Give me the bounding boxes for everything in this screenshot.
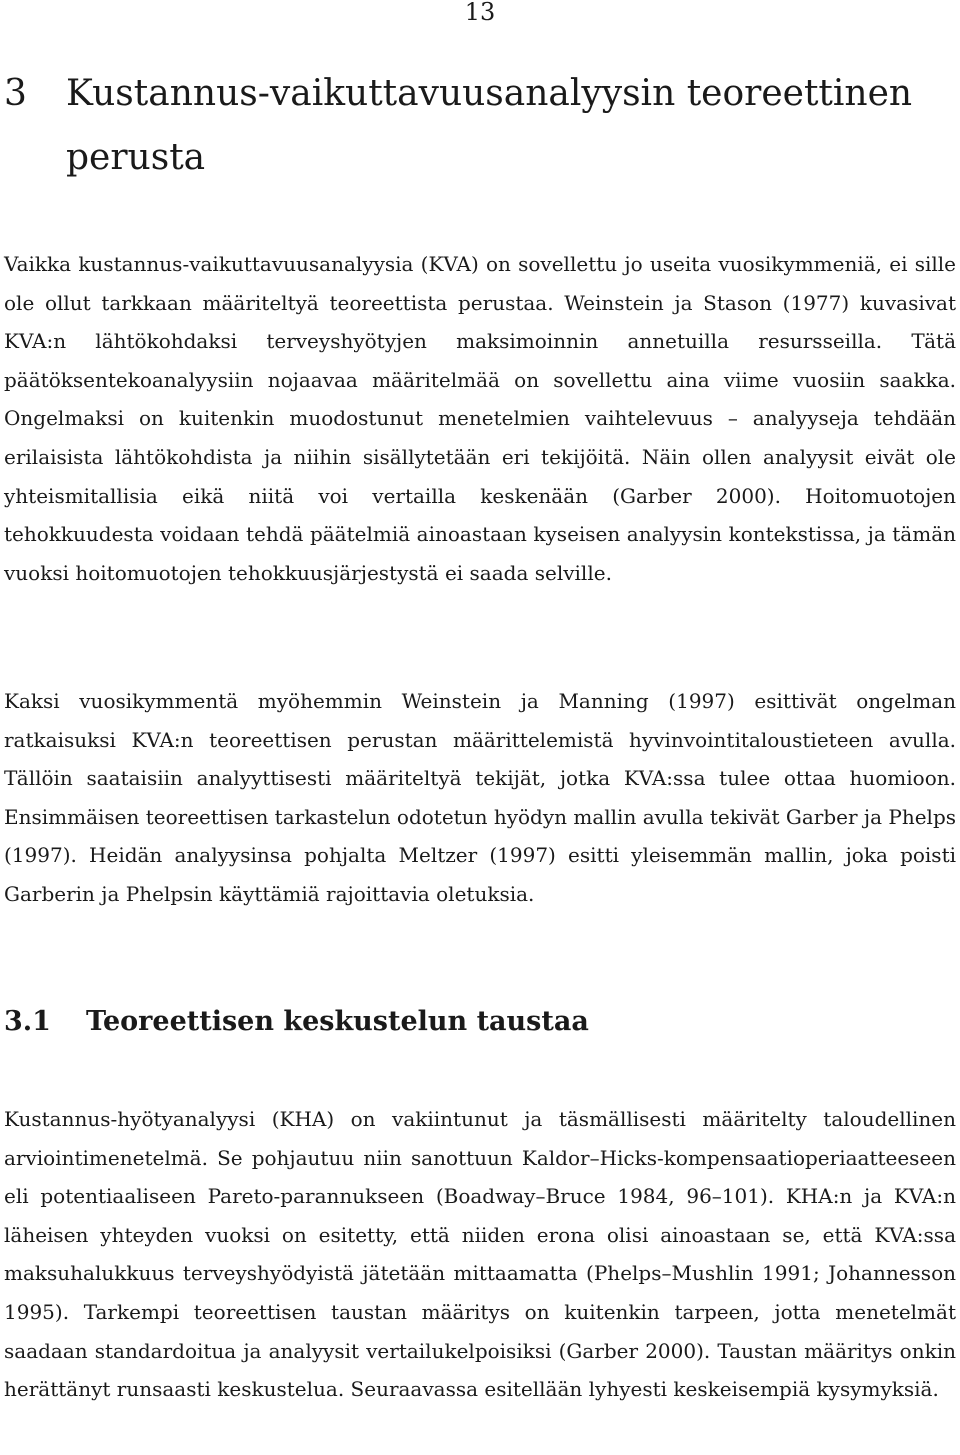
section-heading — [4, 1000, 954, 1044]
section-title: Teoreettisen keskustelun taustaa — [86, 1006, 589, 1037]
chapter-title: Kustannus-vaikuttavuusanalyysin teoreettinen perusta — [66, 73, 913, 178]
body-paragraph-2: Kaksi vuosikymmentä myöhemmin Weinstein ja Manning (1997) esittivät ongelman ratkaisuksi KVA:n teoreettisen perustan määrittelemistä hyvinvointitaloustieteen avulla. Tällöin saataisiin analyyttisesti määriteltyä tekijät, jotka KVA:ssa tulee ottaa huomioon. Ensimmäisen teoreettisen tarkastelun odotetun hyödyn mallin avulla tekivät Garber ja Phelps (1997). Heidän analyysinsa pohjalta Meltzer (1997) esitti yleisemmän mallin, joka poisti Garberin ja Phelpsin käyttämiä rajoittavia oletuksia. — [4, 689, 957, 906]
page-number: 13 — [464, 0, 496, 26]
section-paragraph-1: Kustannus-hyötyanalyysi (KHA) on vakiintunut ja täsmällisesti määritelty taloudellinen arviointimenetelmä. Se pohjautuu niin sanottuun Kaldor–Hicks-kompensaatioperiaatteeseen eli potentiaaliseen Pareto-parannukseen (Boadway–Bruce 1984, 96–101). KHA:n ja KVA:n läheisen yhteyden vuoksi on esitetty, että niiden erona olisi ainoastaan se, että KVA:ssa maksuhalukkuus terveyshyödyistä jätetään mittaamatta (Phelps–Mushlin 1991; Johannesson 1995). Tarkempi teoreettisen taustan määritys on kuitenkin tarpeen, jotta menetelmät saadaan standardoitua ja analyysit vertailukelpoisiksi (Garber 2000). Taustan määritys onkin herättänyt runsaasti keskustelua. Seuraavassa esitellään lyhyesti keskeisempiä kysymyksiä. — [4, 1107, 956, 1402]
body-paragraph-1: Vaikka kustannus-vaikuttavuusanalyysia (KVA) on sovellettu jo useita vuosikymmeniä, ei sille ole ollut tarkkaan määriteltyä teoreettista perustaa. Weinstein ja Stason (1977) kuvasivat KVA:n lähtökohdaksi terveyshyötyjen maksimoinnin annetuilla resursseilla. Tätä päätöksentekoanalyysiin nojaavaa määritelmää on sovellettu aina viime vuosiin saakka. Ongelmaksi on kuitenkin muodostunut menetelmien vaihtelevuus – analyyseja tehdään erilaisista lähtökohdista ja niihin sisällytetään eri tekijöitä. Näin ollen analyysit eivät ole yhteismitallisia eikä niitä voi vertailla keskenään (Garber 2000). Hoitomuotojen tehokkuudesta voidaan tehdä päätelmiä ainoastaan kyseisen analyysin kontekstissa, ja tämän vuoksi hoitomuotojen tehokkuusjärjestystä ei saada selville. — [4, 252, 956, 585]
section-number: 3.1 — [4, 1006, 51, 1037]
chapter-number: 3 — [4, 73, 27, 114]
chapter-heading — [4, 62, 954, 190]
